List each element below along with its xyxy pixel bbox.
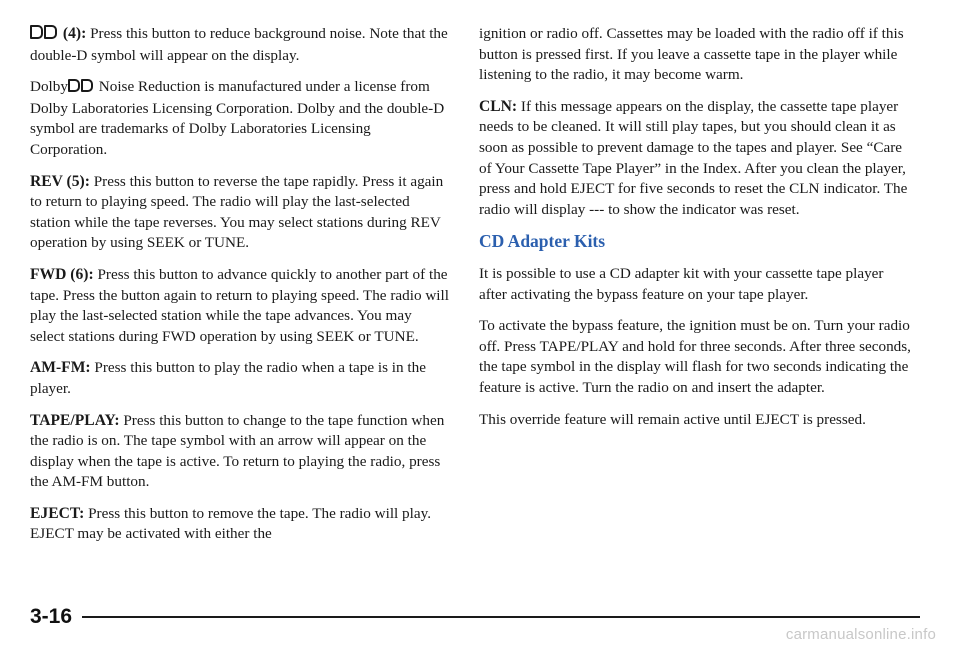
tapeplay-text: Press this button to change to the tape function when the radio is on. The tape symbol with an arrow will appear on the display when the tape is active. To return to playing the radio, press the AM-FM button. [30,411,445,491]
tapeplay-paragraph [30,411,450,493]
cd-paragraph-1: It is possible to use a CD adapter kit with your cassette tape player after activating the bypass feature on your tape player. [479,264,884,303]
left-column [30,24,450,556]
nr-text: Press this button to reduce background noise. Note that the double-D symbol will appear on the display. [30,25,448,64]
fwd-text: Press this button to advance quickly to another part of the tape. Press the button again to return to playing speed. The radio will play the last-selected station while the tape advances. You may select stations during FWD operation by using SEEK or TUNE. [30,265,449,345]
nr-paragraph [30,24,450,66]
dolby-text: Noise Reduction is manufactured under a license from Dolby Laboratories Licensing Corporation. Dolby and the double-D symbol are trademarks of Dolby Laboratories Licensing Corporation. [30,78,445,158]
amfm-paragraph [30,358,450,399]
double-d-icon [68,78,94,99]
eject-continued-paragraph: ignition or radio off. Cassettes may be loaded with the radio off if this button is pressed first. If you leave a cassette tape in the player while listening to the radio, it may become warm. [479,25,904,84]
cln-term: CLN: [479,97,518,115]
cln-paragraph [479,97,911,221]
section-heading: CD Adapter Kits [479,231,606,252]
rev-term: REV (5): [30,172,90,190]
watermark: carmanualsonline.info [785,626,936,643]
double-d-icon [30,25,58,46]
footer-rule [82,616,920,618]
tapeplay-term: TAPE/PLAY: [30,411,120,429]
eject-term: EJECT: [30,504,85,522]
cd-paragraph-2: To activate the bypass feature, the ignition must be on. Turn your radio off. Press TAPE/PLAY and hold for three seconds. After three seconds, the tape symbol in the display will flash for two seconds indicating the feature is active. Turn the radio on and insert the adapter. [479,317,911,396]
eject-paragraph [30,504,450,545]
rev-text: Press this button to reverse the tape rapidly. Press it again to return to playing speed. The radio will play the last-selected station while the tape reverses. You may select stations during REV operation by using SEEK or TUNE. [30,172,444,252]
amfm-term: AM-FM: [30,359,91,377]
nr-term: (4): [30,25,86,42]
eject-text: Press this button to remove the tape. The radio will play. EJECT may be activated with either the [30,504,432,543]
dolby-prefix: Dolby [30,78,68,96]
right-column [479,24,911,441]
page-number: 3-16 [30,605,73,628]
fwd-paragraph [30,265,450,347]
amfm-text: Press this button to play the radio when a tape is in the player. [30,359,426,397]
fwd-term: FWD (6): [30,265,94,283]
dolby-paragraph [30,77,450,160]
rev-paragraph [30,172,450,254]
cd-paragraph-3: This override feature will remain active until EJECT is pressed. [479,410,866,428]
cln-text: If this message appears on the display, the cassette tape player needs to be cleaned. It will still play tapes, but you should clean it as soon as possible to prevent damage to the tapes and player. See “Care of Your Cassette Tape Player” in the Index. After you clean the player, press and hold EJECT for five seconds to reset the CLN indicator. The radio will display --- to show the indicator was reset. [479,97,908,218]
